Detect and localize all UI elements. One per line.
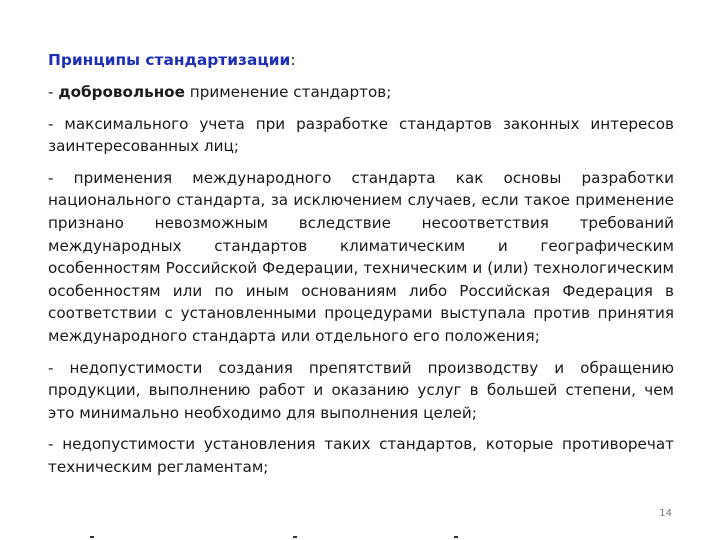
slide-heading — [48, 48, 674, 72]
item-rest-text: применение стандартов; — [184, 83, 392, 101]
principle-item-no-contradiction: - недопустимости установления таких стандартов, которые противоречат техническим регламентам; — [48, 435, 674, 476]
page-number: 14 — [659, 508, 672, 519]
cut-off-next-line — [48, 531, 674, 540]
principle-item-interests: - максимального учета при разработке стандартов законных интересов заинтересованных лиц; — [48, 114, 674, 156]
heading-text: Принципы стандартизации — [48, 51, 291, 69]
heading-colon: : — [290, 51, 296, 69]
principle-item-voluntary — [48, 81, 674, 104]
principle-item-no-obstacles: - недопустимости создания препятствий производству и обращению продукции, выполнению работ и оказанию услуг в большей степени, чем это минимально необходимо для выполнения целей; — [48, 358, 674, 422]
principle-item-international-standard: - применения международного стандарта как основы разработки национального стандарта, за исключением случаев, если такое применение признано невозможным вследствие несоответствия требований международных стандартов климатическим и географическим особенностям Российской Федерации, техническим и (или) технологическим особенностям или по иным основаниям либо Российская Федерация в соответствии с установленными процедурами выступала против принятия международного стандарта или отдельного его положения; — [48, 168, 674, 345]
slide-content — [48, 48, 674, 488]
item-bold-term: добровольное — [58, 83, 185, 101]
item-prefix: - — [48, 83, 59, 101]
cut-off-glyph — [454, 536, 458, 538]
cut-off-glyph — [90, 536, 94, 538]
cut-off-glyph — [293, 536, 297, 538]
